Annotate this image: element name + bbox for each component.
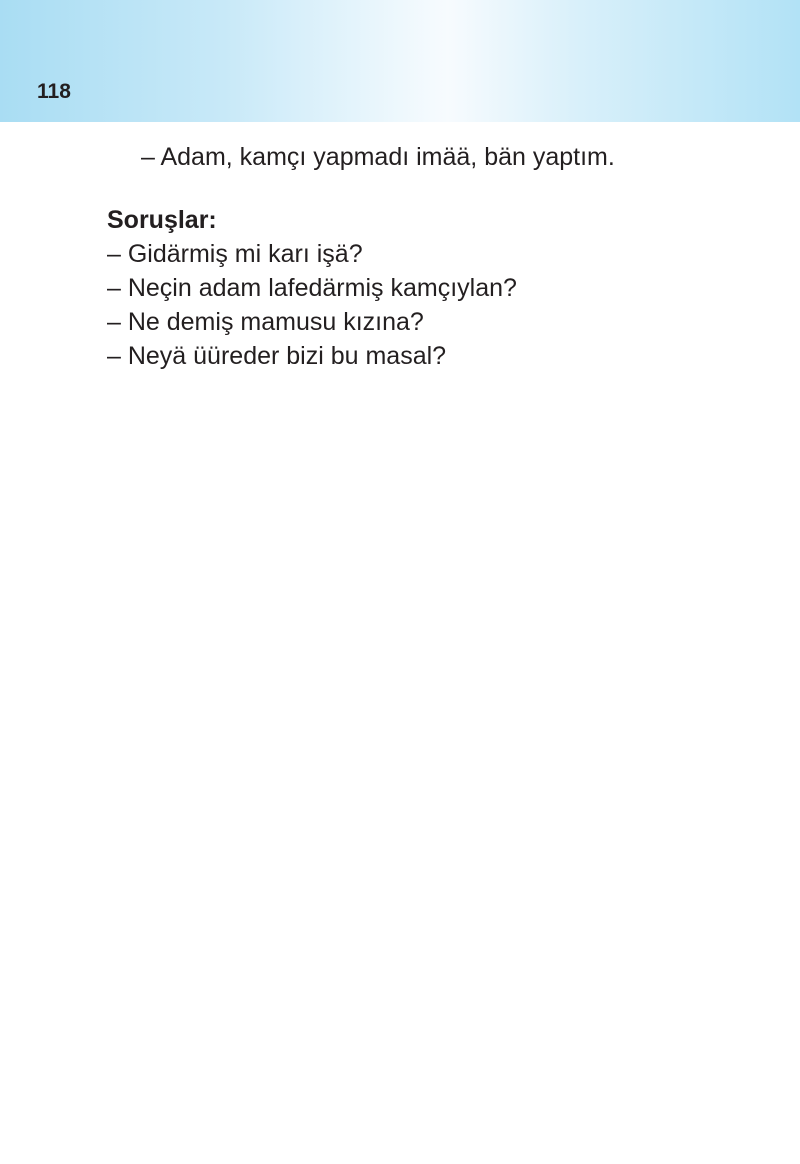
questions-heading: Soruşlar: xyxy=(107,206,217,234)
page-number: 118 xyxy=(37,80,71,103)
question-item: – Neçin adam lafedärmiş kamçıylan? xyxy=(107,274,517,302)
question-item: – Neyä üüreder bizi bu masal? xyxy=(107,342,447,370)
question-list xyxy=(107,237,517,373)
question-item: – Ne demiş mamusu kızına? xyxy=(107,308,424,336)
page-header-band xyxy=(0,0,800,122)
dialog-line: – Adam, kamçı yapmadı imää, bän yaptım. xyxy=(141,143,615,171)
question-item: – Gidärmiş mi karı işä? xyxy=(107,240,363,268)
